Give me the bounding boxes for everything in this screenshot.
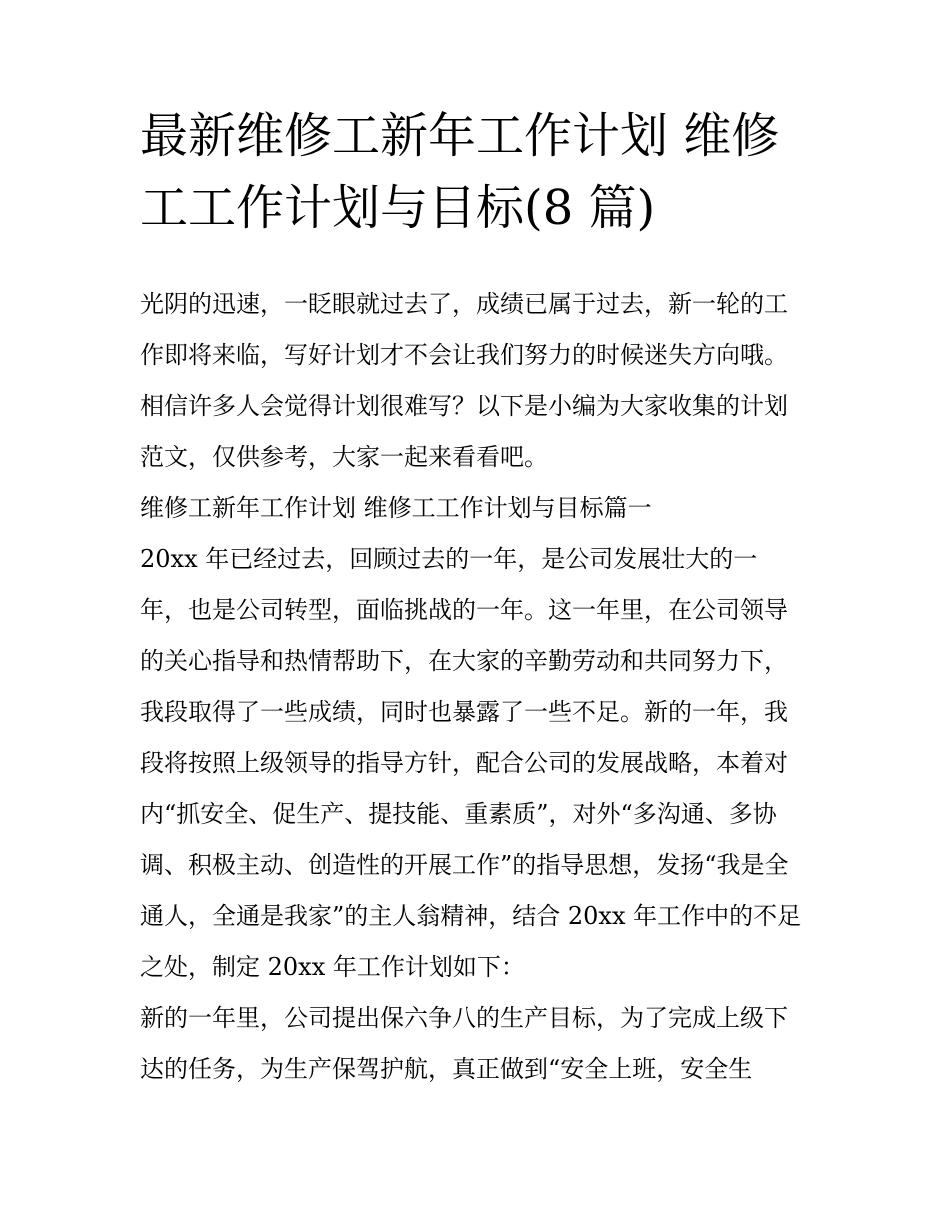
body-line: 通人，全通是我家”的主人翁精神，结合 20xx 年工作中的不足 <box>140 902 802 930</box>
body-line: 之处，制定 20xx 年工作计划如下： <box>140 953 525 981</box>
body-line: 范文，仅供参考，大家一起来看看吧。 <box>140 443 548 471</box>
title-line-2: 工工作计划与目标(8 篇) <box>140 180 656 236</box>
body-line: 调、积极主动、创造性的开展工作”的指导思想，发扬“我是全 <box>140 851 789 879</box>
body-line: 作即将来临，写好计划才不会让我们努力的时候迷失方向哦。 <box>140 341 788 369</box>
body-line: 的关心指导和热情帮助下，在大家的辛勤劳动和共同努力下， <box>140 647 788 675</box>
document-page <box>140 108 820 1095</box>
document-body <box>140 279 820 1095</box>
body-line: 20xx 年已经过去，回顾过去的一年，是公司发展壮大的一 <box>140 545 758 573</box>
body-line: 内“抓安全、促生产、提技能、重素质”，对外“多沟通、多协 <box>140 800 777 828</box>
document-title <box>140 108 820 256</box>
body-line: 年，也是公司转型，面临挑战的一年。这一年里，在公司领导 <box>140 596 788 624</box>
body-line: 新的一年里，公司提出保六争八的生产目标，为了完成上级下 <box>140 1004 788 1032</box>
body-line: 段将按照上级领导的指导方针，配合公司的发展战略，本着对 <box>140 749 788 777</box>
title-line-1: 最新维修工新年工作计划 维修 <box>140 108 780 164</box>
section-heading: 维修工新年工作计划 维修工工作计划与目标篇一 <box>140 494 652 522</box>
body-line: 相信许多人会觉得计划很难写？以下是小编为大家收集的计划 <box>140 392 788 420</box>
body-line: 我段取得了一些成绩，同时也暴露了一些不足。新的一年，我 <box>140 698 788 726</box>
body-line: 达的任务，为生产保驾护航，真正做到“安全上班，安全生 <box>140 1055 753 1083</box>
body-line: 光阴的迅速，一眨眼就过去了，成绩已属于过去，新一轮的工 <box>140 290 788 318</box>
